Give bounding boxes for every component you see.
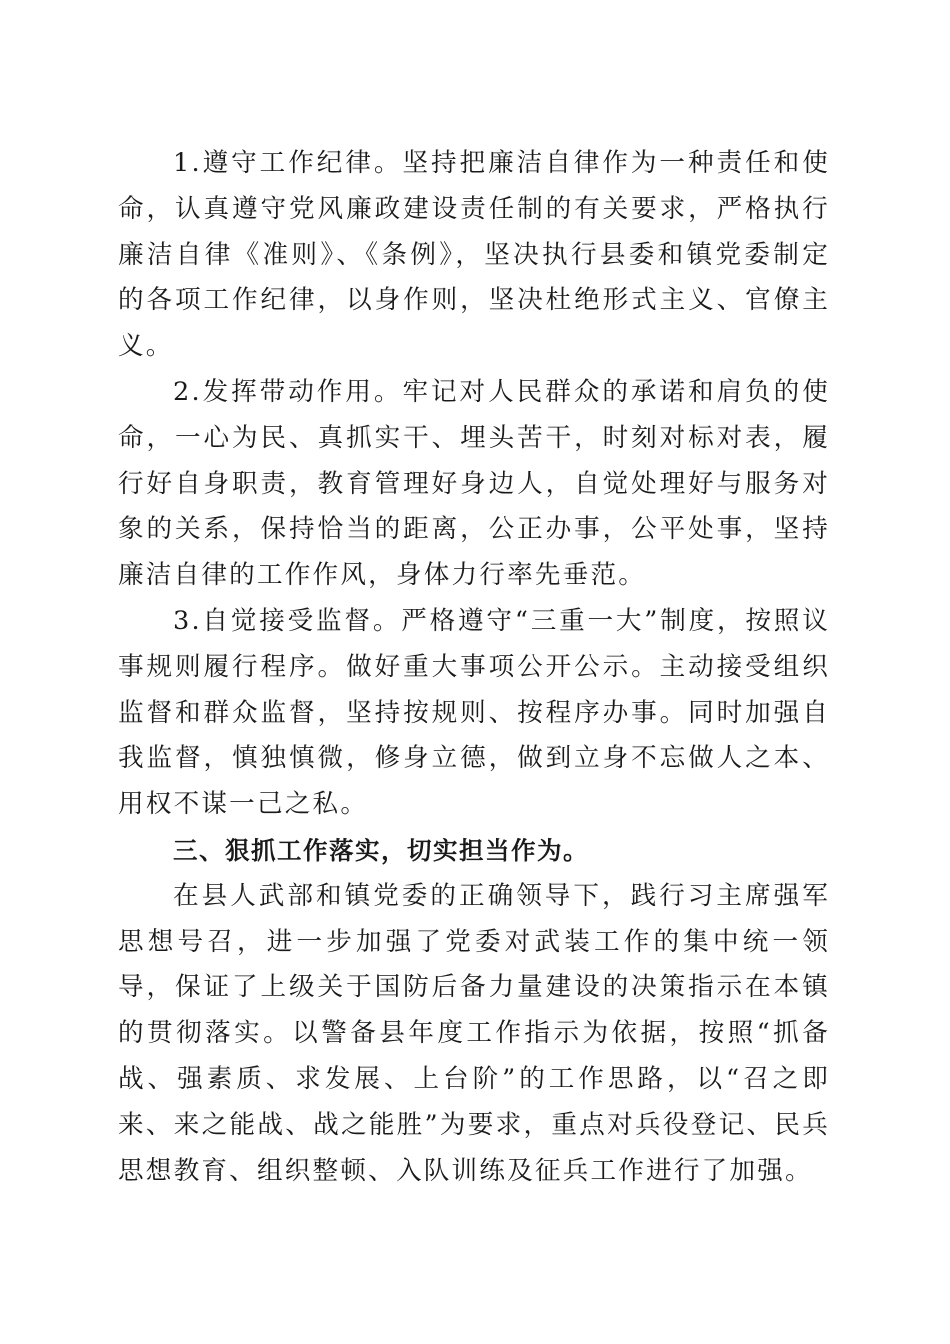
paragraph-discipline: 1.遵守工作纪律。坚持把廉洁自律作为一种责任和使命，认真遵守党风廉政建设责任制的有关要求，严格执行廉洁自律《准则》、《条例》，坚决执行县委和镇党委制定的各项工作纪律，以身作则，坚决杜绝形式主义、官僚主义。 [118,148,830,362]
document-body [118,141,830,1194]
section-heading: 三、狠抓工作落实，切实担当作为。 [173,835,589,865]
paragraph-leading-role: 2.发挥带动作用。牢记对人民群众的承诺和肩负的使命，一心为民、真抓实干、埋头苦干，时刻对标对表，履行好自身职责，教育管理好身边人，自觉处理好与服务对象的关系，保持恰当的距离，公正办事，公平处事，坚持廉洁自律的工作作风，身体力行率先垂范。 [118,376,830,591]
paragraph-section-body: 在县人武部和镇党委的正确领导下，践行习主席强军思想号召，进一步加强了党委对武装工作的集中统一领导，保证了上级关于国防后备力量建设的决策指示在本镇的贯彻落实。以警备县年度工作指示为依据，按照“抓备战、强素质、求发展、上台阶”的工作思路，以“召之即来、来之能战、战之能胜”为要求，重点对兵役登记、民兵思想教育、组织整顿、入队训练及征兵工作进行了加强。 [118,880,830,1186]
paragraph-supervision: 3.自觉接受监督。严格遵守“三重一大”制度，按照议事规则履行程序。做好重大事项公开公示。主动接受组织监督和群众监督，坚持按规则、按程序办事。同时加强自我监督，慎独慎微，修身立德，做到立身不忘做人之本、用权不谋一己之私。 [118,605,830,820]
